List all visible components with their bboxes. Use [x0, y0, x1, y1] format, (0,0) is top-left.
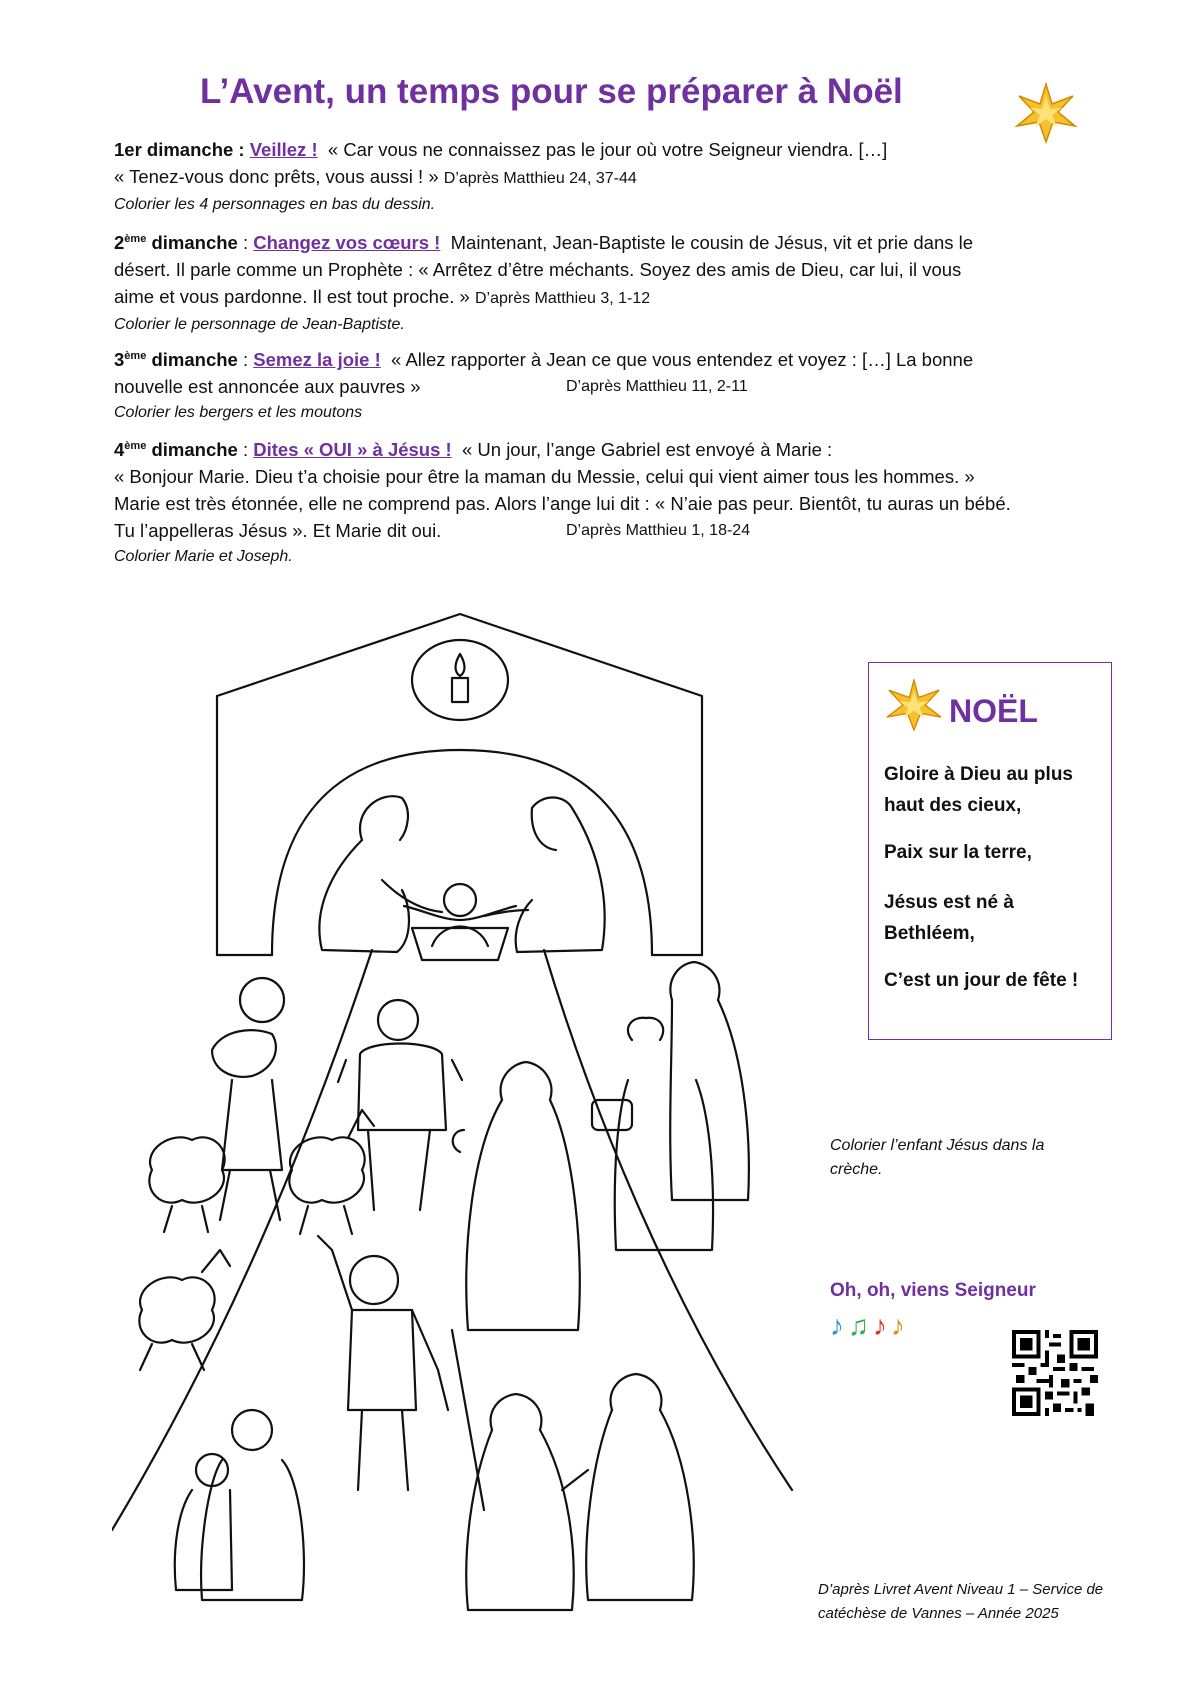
section-text: « Tenez-vous donc prêts, vous aussi ! »	[114, 166, 439, 187]
section-text: « Un jour, l’ange Gabriel est envoyé à Marie :	[461, 439, 833, 461]
section-link-dites-oui[interactable]: Dites « OUI » à Jésus !	[253, 439, 452, 461]
section-week-4: 4ème dimanche : Dites « OUI » à Jésus ! « Un jour, l’ange Gabriel est envoyé à Marie : « Bonjour Marie. Dieu t’a choisie pour être la maman du Messie, celui qui vient aimer tous les hommes. » Marie est très étonnée, elle ne comprend pas. Alors l’ange lui dit : « N’aie pas peur. Bientôt, tu auras un bébé. Tu l’appelleras Jésus ». Et Marie dit oui. D’après Matthieu 1, 18-24 Colorier Marie et Joseph.	[114, 433, 1089, 570]
noel-line: C’est un jour de fête !	[884, 970, 1079, 991]
music-note-icon: ♪	[830, 1310, 848, 1341]
music-notes	[830, 1310, 909, 1342]
qr-code[interactable]	[1012, 1330, 1098, 1416]
section-text: nouvelle est annoncée aux pauvres »	[114, 376, 421, 398]
song-title: Oh, oh, viens Seigneur	[830, 1280, 1036, 1301]
noel-line: Gloire à Dieu au plus haut des cieux,	[884, 764, 1073, 816]
coloring-instruction: Colorier Marie et Joseph.	[114, 548, 293, 566]
bible-reference: D’après Matthieu 11, 2-11	[566, 378, 748, 396]
section-text: aime et vous pardonne. Il est tout proche. »	[114, 286, 470, 308]
section-day: 4ème dimanche	[114, 439, 238, 461]
section-day: 2ème dimanche	[114, 232, 238, 254]
section-text: désert. Il parle comme un Prophète : « Arrêtez d’être méchants. Soyez des amis de Dieu, car lui, il vous	[114, 259, 962, 281]
noel-prayer-box	[868, 662, 1112, 1040]
section-link-veillez[interactable]: Veillez !	[249, 139, 318, 160]
section-week-3: 3ème dimanche : Semez la joie ! « Allez rapporter à Jean ce que vous entendez et voyez : […] La bonne nouvelle est annoncée aux pauvres » D’après Matthieu 11, 2-11 Colorier les bergers et les moutons	[114, 343, 1089, 426]
section-text: « Allez rapporter à Jean ce que vous entendez et voyez : […] La bonne	[391, 349, 974, 371]
music-note-icon: ♪	[873, 1310, 891, 1341]
section-week-2: 2ème dimanche : Changez vos cœurs ! Maintenant, Jean-Baptiste le cousin de Jésus, vit et prie dans le désert. Il parle comme un Prophète : « Arrêtez d’être méchants. Soyez des amis de Dieu, car lui, il vous aime et vous pardonne. Il est tout proche. » D’après Matthieu 3, 1-12 Colorier le personnage de Jean-Baptiste.	[114, 226, 1089, 338]
noel-line: Paix sur la terre,	[884, 842, 1032, 863]
page-title: L’Avent, un temps pour se préparer à Noël	[200, 72, 903, 111]
section-text: « Bonjour Marie. Dieu t’a choisie pour être la maman du Messie, celui qui vient aimer tous les hommes. »	[114, 466, 975, 488]
star-icon	[1015, 82, 1077, 144]
music-note-icon: ♪	[891, 1310, 909, 1341]
section-text: Tu l’appelleras Jésus ». Et Marie dit oui.	[114, 520, 442, 542]
music-note-icon: ♫	[848, 1310, 873, 1341]
section-week-1	[114, 136, 1089, 218]
bible-reference: D’après Matthieu 24, 37-44	[443, 170, 637, 187]
section-text: Marie est très étonnée, elle ne comprend pas. Alors l’ange lui dit : « N’aie pas peur. Bientôt, tu auras un bébé.	[114, 493, 1011, 515]
section-link-changez[interactable]: Changez vos cœurs !	[253, 232, 441, 254]
noel-title: NOËL	[949, 693, 1038, 729]
section-text: Maintenant, Jean-Baptiste le cousin de Jésus, vit et prie dans le	[450, 232, 974, 254]
coloring-instruction-jesus: Colorier l’enfant Jésus dans la crèche.	[830, 1137, 1045, 1178]
bible-reference: D’après Matthieu 3, 1-12	[474, 290, 651, 308]
credit-note: D’après Livret Avent Niveau 1 – Service de catéchèse de Vannes – Année 2025	[818, 1581, 1104, 1622]
section-day: 1er dimanche :	[114, 139, 250, 160]
bible-reference: D’après Matthieu 1, 18-24	[566, 522, 751, 540]
star-icon	[885, 679, 943, 731]
noel-line: Jésus est né à Bethléem,	[884, 892, 1014, 944]
nativity-coloring-drawing	[112, 610, 812, 1630]
coloring-instruction: Colorier les bergers et les moutons	[114, 404, 363, 422]
section-text: « Car vous ne connaissez pas le jour où votre Seigneur viendra. […]	[327, 139, 888, 160]
coloring-instruction: Colorier les 4 personnages en bas du dessin.	[114, 196, 436, 213]
section-day: 3ème dimanche	[114, 349, 238, 371]
section-link-semez[interactable]: Semez la joie !	[253, 349, 381, 371]
coloring-instruction: Colorier le personnage de Jean-Baptiste.	[114, 316, 405, 334]
